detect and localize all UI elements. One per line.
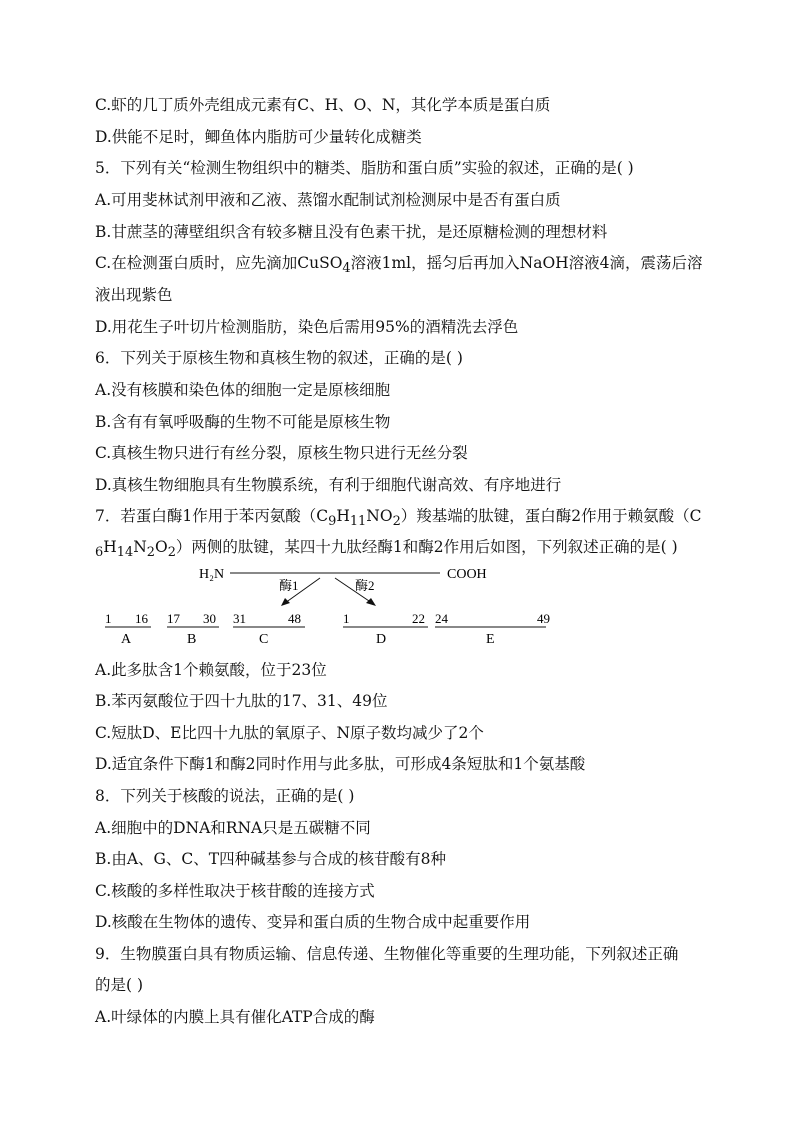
- q5-option-c-line2: 液出现紫色: [95, 286, 173, 304]
- fragment-a-end: 16: [135, 611, 148, 626]
- subscript: 6: [95, 545, 104, 561]
- text-run: ）羧基端的肽键，蛋白酶2作用于赖氨酸（C: [400, 507, 702, 525]
- fragment-d-label: D: [376, 632, 387, 647]
- q6-option-d: D.真核生物细胞具有生物膜系统，有利于细胞代谢高效、有序地进行: [95, 476, 562, 494]
- q9-stem-line1: 9．生物膜蛋白具有物质运输、信息传递、生物催化等重要的生理功能，下列叙述正确: [95, 945, 679, 963]
- fragment-a-label: A: [121, 632, 132, 647]
- text-run: NO: [366, 507, 393, 525]
- text-run: H: [336, 507, 350, 525]
- q7-stem-line1: [95, 506, 702, 532]
- subscript: 2: [392, 514, 401, 530]
- fragment-b-label: B: [187, 632, 197, 647]
- text-run: ）两侧的肽键，某四十九肽经酶1和酶2作用后如图，下列叙述正确的是( ): [175, 538, 678, 556]
- q5-option-a: A.可用斐林试剂甲液和乙液、蒸馏水配制试剂检测尿中是否有蛋白质: [95, 191, 561, 209]
- text-run: 7．若蛋白酶1作用于苯丙氨酸（C: [95, 507, 329, 525]
- q6-stem: 6．下列关于原核生物和真核生物的叙述，正确的是( ): [95, 349, 463, 367]
- enzyme2-label: 酶2: [355, 578, 375, 593]
- fragment-e-end: 49: [537, 611, 550, 626]
- q6-option-b: B.含有有氧呼吸酶的生物不可能是原核生物: [95, 413, 391, 431]
- q7-option-d: D.适宜条件下酶1和酶2同时作用与此多肽，可形成4条短肽和1个氨基酸: [95, 755, 586, 773]
- enzyme2-arrowhead: [366, 598, 376, 606]
- q5-option-b: B.甘蔗茎的薄壁组织含有较多糖且没有色素干扰，是还原糖检测的理想材料: [95, 223, 608, 241]
- q7-option-b: B.苯丙氨酸位于四十九肽的17、31、49位: [95, 692, 388, 710]
- q5-option-d: D.用花生子叶切片检测脂肪，染色后需用95%的酒精洗去浮色: [95, 318, 519, 336]
- fragment-a-start: 1: [105, 611, 112, 626]
- fragment-c-end: 48: [288, 611, 301, 626]
- enzyme1-arrowhead: [281, 598, 290, 606]
- q6-option-a: A.没有核膜和染色体的细胞一定是原核细胞: [95, 381, 391, 399]
- subscript: 9: [328, 514, 337, 530]
- q7-option-c: C.短肽D、E比四十九肽的氧原子、N原子数均减少了2个: [95, 724, 484, 742]
- q8-option-a: A.细胞中的DNA和RNA只是五碳糖不同: [95, 819, 371, 837]
- subscript: 4: [342, 261, 351, 277]
- q5-option-c-line1: [95, 253, 703, 279]
- fragment-c-label: C: [259, 632, 269, 647]
- subscript: 14: [116, 545, 134, 561]
- enzyme1-label: 酶1: [279, 578, 299, 593]
- q9-option-a: A.叶绿体的内膜上具有催化ATP合成的酶: [95, 1008, 375, 1026]
- q6-option-c: C.真核生物只进行有丝分裂，原核生物只进行无丝分裂: [95, 444, 468, 462]
- subscript: 2: [146, 545, 155, 561]
- q4-option-c: C.虾的几丁质外壳组成元素有C、H、O、N，其化学本质是蛋白质: [95, 96, 551, 114]
- q8-option-d: D.核酸在生物体的遗传、变异和蛋白质的生物合成中起重要作用: [95, 913, 531, 931]
- n-terminus-label: H₂N: [199, 567, 225, 582]
- text-run: C.在检测蛋白质时，应先滴加CuSO: [95, 254, 343, 272]
- q8-option-b: B.由A、G、C、T四种碱基参与合成的核苷酸有8种: [95, 850, 446, 868]
- text-run: H: [103, 538, 117, 556]
- fragment-e-start: 24: [435, 611, 448, 626]
- text-run: 溶液1ml，摇匀后再加入NaOH溶液4滴，震荡后溶: [350, 254, 703, 272]
- c-terminus-label: COOH: [447, 567, 487, 582]
- text-run: O: [154, 538, 168, 556]
- subscript: 11: [349, 514, 367, 530]
- text-run: N: [133, 538, 147, 556]
- q4-option-d: D.供能不足时，鲫鱼体内脂肪可少量转化成糖类: [95, 128, 422, 146]
- q8-stem: 8．下列关于核酸的说法，正确的是( ): [95, 787, 355, 805]
- q5-stem: 5．下列有关“检测生物组织中的糖类、脂肪和蛋白质”实验的叙述，正确的是( ): [95, 159, 634, 177]
- fragment-d-end: 22: [412, 611, 425, 626]
- fragment-c-start: 31: [233, 611, 246, 626]
- subscript: 2: [167, 545, 176, 561]
- fragment-b-end: 30: [203, 611, 216, 626]
- peptide-cleavage-diagram: [95, 560, 565, 650]
- fragment-d-start: 1: [343, 611, 350, 626]
- fragment-b-start: 17: [167, 611, 180, 626]
- q7-option-a: A.此多肽含1个赖氨酸，位于23位: [95, 661, 327, 679]
- q9-stem-line2: 的是( ): [95, 976, 144, 994]
- fragment-e-label: E: [486, 632, 495, 647]
- q8-option-c: C.核酸的多样性取决于核苷酸的连接方式: [95, 882, 375, 900]
